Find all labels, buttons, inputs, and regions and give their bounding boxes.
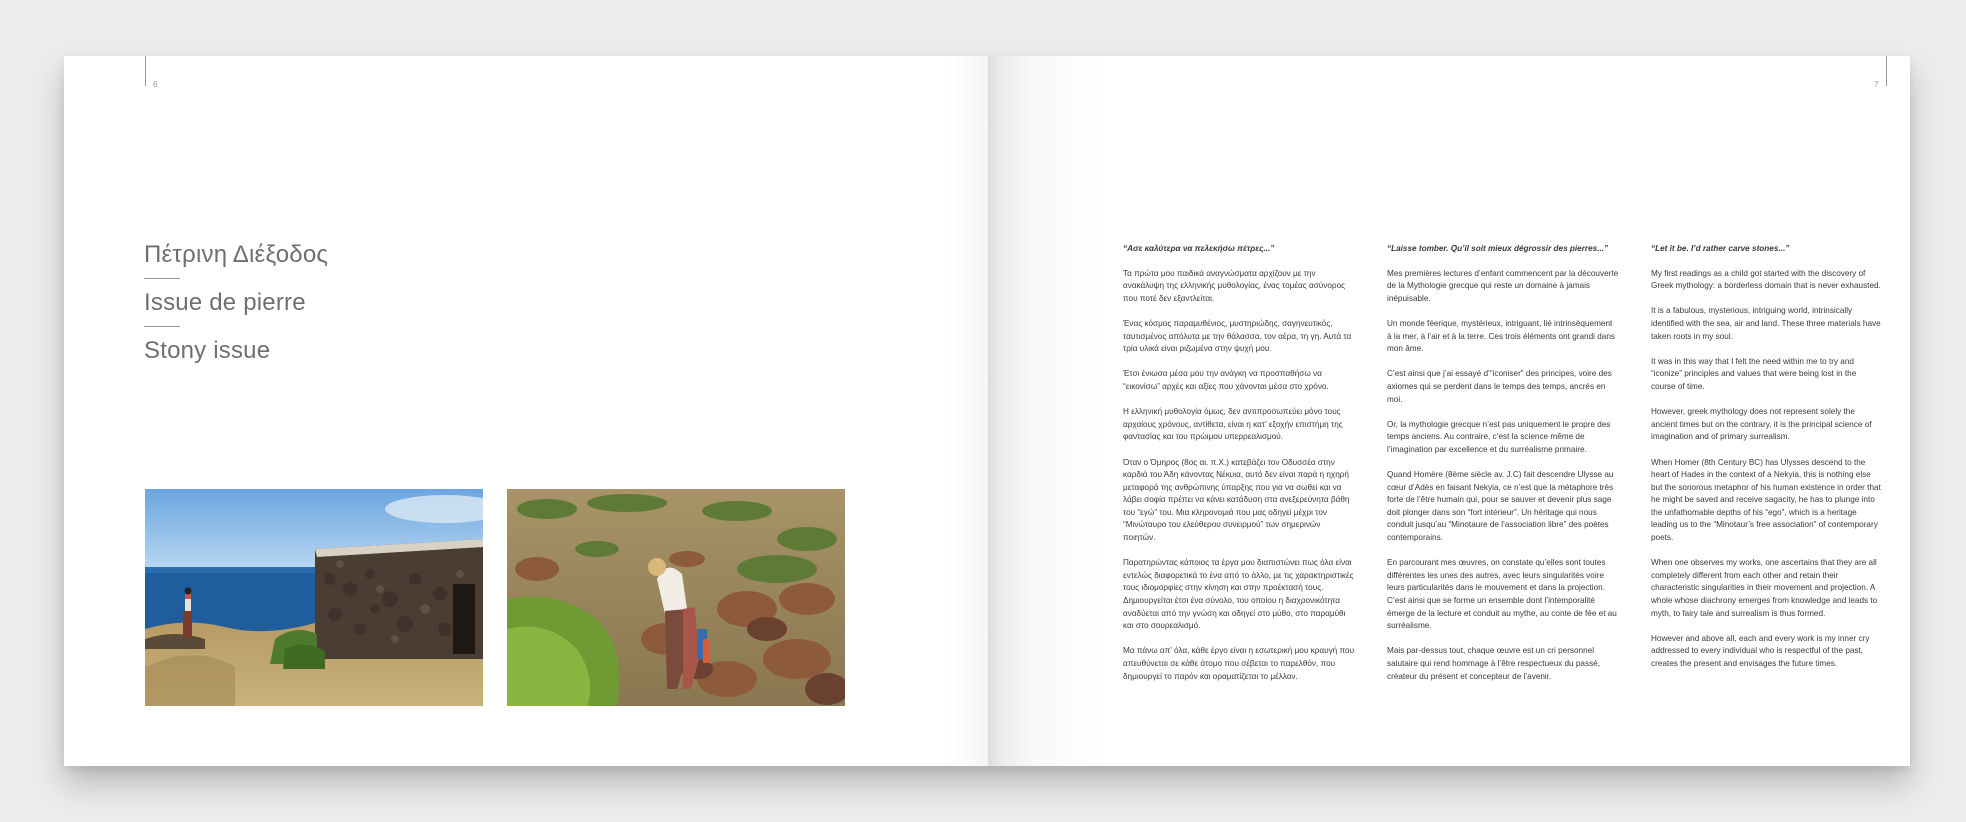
column-quote: “Let it be. I’d rather carve stones...” <box>1651 244 1790 253</box>
paragraph: It was in this way that I felt the need within me to try and “iconize” principles and values that were being lost in the course of time. <box>1651 356 1857 391</box>
page-number: 7 <box>1874 80 1879 89</box>
left-page <box>64 56 988 766</box>
right-page <box>988 56 1910 766</box>
paragraph: However and above all, each and every work is my inner cry addressed to every individual who is respectful of the past, creates the present and envisages the future times. <box>1651 633 1870 668</box>
paragraph: Παρατηρώντας κάποιος τα έργα μου διαπιστώνει πως όλα είναι εντελώς διαφορετικά το ένα από το άλλο, με τις χαρακτηριστικές τους ιδιομορφίες στην κίνηση και στην προέκτασή τους. Δημιουργείται έτσι ένα σύνολο, του οποίου η διαχρονικότητα αναδύεται από την γνώση και οδηγεί στο μύθο, στο παραμύθι και στο σουρεαλισμό. <box>1123 558 1354 631</box>
crop-mark <box>1886 56 1887 86</box>
book-spread <box>64 56 1910 766</box>
paragraph: However, greek mythology does not represent solely the ancient times but on the contrary, it is the principal science of imagination and of primary surrealism. <box>1651 407 1872 442</box>
paragraph: Τα πρώτα μου παιδικά αναγνώσματα αρχίζουν με την ανακάλυψη της ελληνικής μυθολογίας, ένας τομέας ασύνορος που ποτέ δεν εξαντλείται. <box>1123 268 1346 303</box>
paragraph: Όταν ο Όμηρος (8ος αι. π.Χ.) κατεβάζει τον Οδυσσέα στην καρδιά του Άδη κάνοντας Νέκυια, αυτό δεν είναι παρά η ηχηρή μεταφορά της ανθρώπινης ύπαρξης που για να σωθεί και να λάβει σοφία πρέπει να κάνει κατάδυση στα ανεξερεύνητα βάθη του “εγώ” του. Μια κληρονομιά που μας οδηγεί μέχρι τον “Μινώταυρο του ελεύθερου συνειρμού” των σημερινών ποιητών. <box>1123 457 1350 543</box>
paragraph: When one observes my works, one ascertains that they are all completely different from each other and retain their characteristic singularities in their movement and projection. A whole whose diachrony emerges from knowledge and leads to myth, to fairy tale and surrealism is thus formed. <box>1651 558 1878 618</box>
title-english: Stony issue <box>144 337 271 364</box>
paragraph: Η ελληνική μυθολογία όμως, δεν αντιπροσωπεύει μόνο τους αρχαίους χρόνους, αντίθετα, είναι η κατ’ εξοχήν επιστήμη της φαντασίας και του πρώιμου υπερρεαλισμού. <box>1123 407 1343 442</box>
paragraph: Quand Homère (8ème siècle av. J.C) fait descendre Ulysse au cœur d’Adès en faisant Nekyia, ce n’est que la métaphore très forte de l’être humain qui, pour se sauver et devenir plus sage doit plonger dans son “fort intérieur”. Un héritage qui nous conduit jusqu’au “Minotaure de l’association libre” des poètes contemporains. <box>1387 470 1614 543</box>
title-divider <box>144 326 180 327</box>
paragraph: When Homer (8th Century BC) has Ulysses descend to the heart of Hades in the context of a Nekyia, this is nothing else but the sonorous metaphor of his human existence in order that he might be saved and receive sagacity, he has to plunge into the unfathomable depths of his “ego”, which is a heritage leading us to the “Minotaur’s free association” of contemporary poets. <box>1651 457 1881 543</box>
photo-woman-stones <box>507 489 845 706</box>
text-column-english <box>1651 243 1883 683</box>
paragraph: En parcourant mes œuvres, on constate qu’elles sont toutes différentes les unes des autres, avec leurs singularités voire leurs particularités dans le mouvement et dans la projection. C’est ainsi que se forme un ensemble dont l’intemporalité émerge de la lecture et conduit au mythe, au conte de fée et au surréalisme. <box>1387 558 1617 631</box>
crop-mark <box>145 56 146 86</box>
title-french: Issue de pierre <box>144 289 306 316</box>
text-column-greek <box>1123 243 1355 696</box>
paragraph: C’est ainsi que j’ai essayé d’“iconiser” des principes, voire des axiomes qui se perdent dans le temps des temps, ancrés en moi. <box>1387 369 1612 404</box>
column-quote: “Ασε καλύτερα να πελεκήσω πέτρες...” <box>1123 244 1275 253</box>
paragraph: Mais par-dessus tout, chaque œuvre est un cri personnel salutaire qui rend hommage à l’être respectueux du passé, créateur du présent et concepteur de l’avenir. <box>1387 646 1600 681</box>
photo-stone-wall-coast <box>145 489 483 706</box>
paragraph: Un monde féerique, mystérieux, intriguant, lié intrinsèquement à la mer, à l’air et à la terre. Ces trois éléments ont grandi dans mon âme. <box>1387 318 1615 354</box>
title-block <box>144 240 328 366</box>
paragraph: Or, la mythologie grecque n’est pas uniquement le propre des temps anciens. Au contraire, c’est la science même de l’imagination par excellence et du surréalisme primaire. <box>1387 419 1611 454</box>
text-column-french <box>1387 243 1619 696</box>
paragraph: Έτσι ένιωσα μέσα μου την ανάγκη να προσπαθήσω να “εικονίσω” αρχές και αξίες που χάνονται μέσα στο χρόνο. <box>1123 369 1329 391</box>
paragraph: It is a fabulous, mysterious, intriguing world, intrinsically identified with the sea, air and land. These three materials have taken roots in my soul. <box>1651 306 1881 341</box>
column-quote: “Laisse tomber. Qu’il soit mieux dégrossir des pierres...” <box>1387 244 1609 253</box>
paragraph: Mes premières lectures d’enfant commencent par la découverte de la Mythologie grecque qui reste un domaine à jamais inépuisable. <box>1387 268 1619 303</box>
title-greek: Πέτρινη Διέξοδος <box>144 241 329 268</box>
paragraph: My first readings as a child got started with the discovery of Greek mythology: a borderless domain that is never exhausted. <box>1651 268 1881 291</box>
page-number: 6 <box>153 80 158 89</box>
title-divider <box>144 278 180 279</box>
paragraph: Μα πάνω απ’ όλα, κάθε έργο είναι η εσωτερική μου κραυγή που απευθύνεται σε κάθε άτομο που σέβεται το παρελθόν, που δημιουργεί το παρόν και οραματίζεται το μέλλον. <box>1123 646 1355 681</box>
paragraph: Ένας κόσμος παραμυθένιος, μυστηριώδης, σαγηνευτικός, ταυτισμένος απόλυτα με την θάλασσα, τον αέρα, τη γη. Αυτά τα τρία υλικά είναι ριζωμένα στην ψυχή μου. <box>1123 318 1352 354</box>
